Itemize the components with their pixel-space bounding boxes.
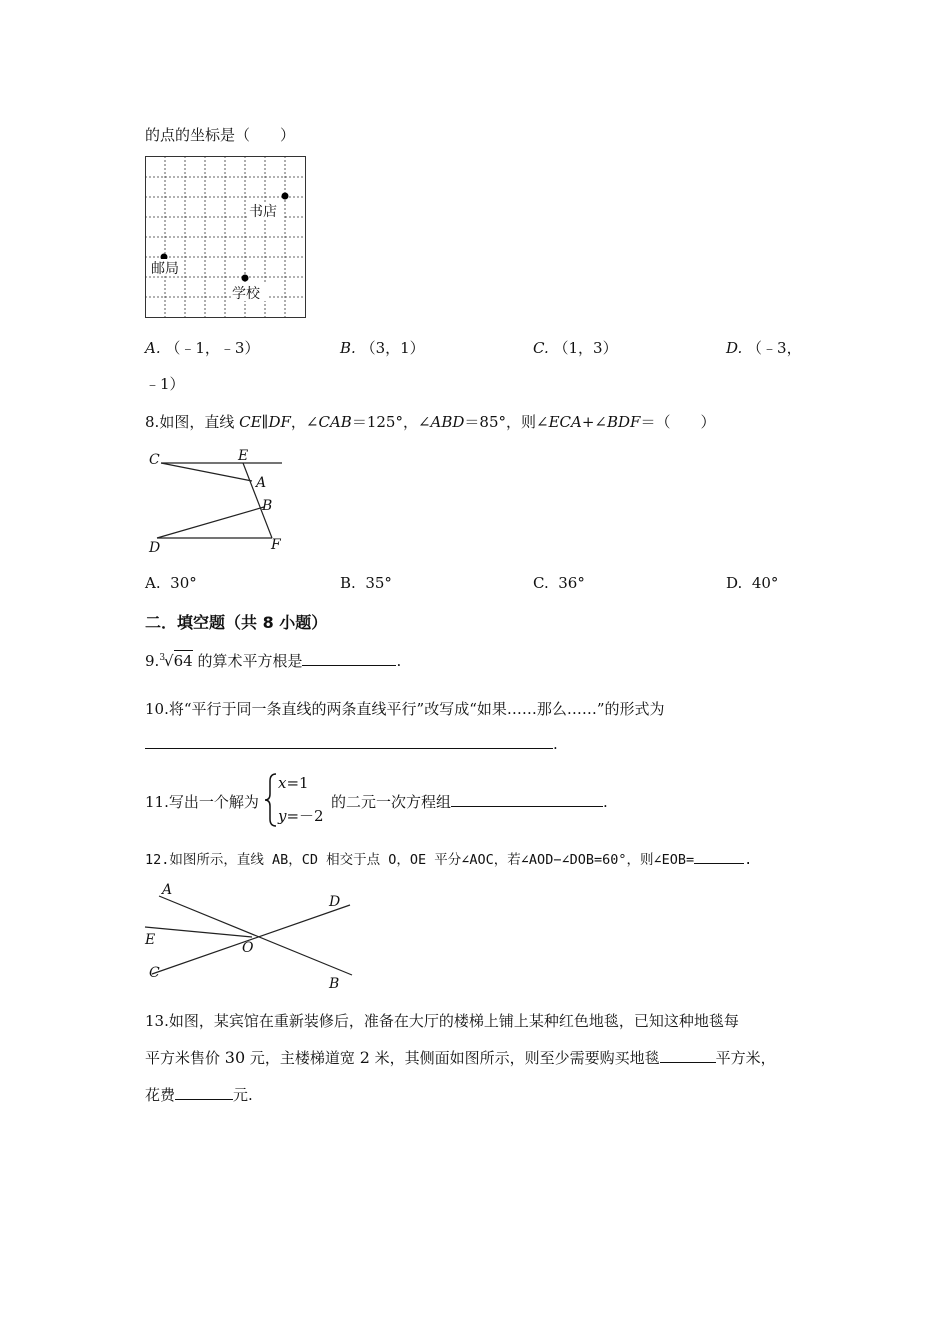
stem-text: 平方米， — [715, 1049, 776, 1067]
q8-option-a[interactable] — [145, 574, 197, 592]
option-letter: A. — [145, 339, 161, 357]
math-var: CAB — [318, 413, 352, 431]
stem-text: . — [553, 735, 558, 753]
q11-equation-1 — [278, 774, 309, 792]
math-text: =1 — [286, 774, 309, 792]
stem-text: . — [396, 652, 402, 670]
price-value: 30 — [224, 1048, 246, 1067]
q11-equation-2 — [278, 805, 324, 826]
stem-text: 如图所示，直线 AB，CD 相交于点 O，OE 平分∠AOC，若∠AOD−∠DOB=60°，则∠EOB= — [169, 852, 695, 868]
option-letter: A. — [145, 574, 161, 592]
math-text: =－2 — [286, 807, 324, 825]
stem-text: . — [744, 852, 753, 868]
point-d-label: D — [329, 894, 341, 910]
school-point — [242, 275, 249, 282]
answer-blank[interactable] — [694, 849, 744, 864]
option-text: 40° — [751, 574, 779, 592]
section-heading: 二．填空题（共 8 小题） — [145, 613, 328, 632]
question-number: 13. — [145, 1012, 169, 1030]
point-d-label: D — [149, 540, 161, 556]
q8-figure — [145, 448, 290, 558]
stem-text: 如图，直线 — [159, 413, 240, 431]
q12-stem — [145, 848, 752, 868]
point-c-label: C — [149, 452, 160, 468]
q7-option-d[interactable] — [726, 337, 802, 358]
width-value: 2 — [359, 1048, 370, 1067]
option-text: （3，1） — [360, 339, 425, 357]
question-number: 12. — [145, 852, 170, 868]
q8-option-c[interactable] — [533, 574, 585, 592]
q11-brace — [264, 772, 278, 828]
option-letter: B. — [340, 574, 356, 592]
question-number: 10. — [145, 700, 169, 718]
answer-blank[interactable] — [451, 792, 603, 807]
stem-text: 平方米售价 — [145, 1049, 225, 1067]
math-var: BDF — [606, 413, 641, 431]
stem-text: 写出一个解为 — [168, 793, 259, 811]
stem-text: 元. — [233, 1086, 253, 1104]
q13-line-2 — [145, 1047, 776, 1068]
option-text: 36° — [558, 574, 585, 592]
q7-stem-tail: 的点的坐标是（ ） — [145, 126, 296, 144]
option-letter: B. — [340, 339, 356, 357]
math-var: CE∥DF — [239, 413, 291, 431]
q7-option-a[interactable] — [145, 337, 259, 358]
point-f-label: F — [271, 537, 281, 553]
question-number: 9. — [145, 652, 160, 670]
option-letter: D. — [726, 574, 743, 592]
point-a-label: A — [256, 475, 267, 491]
q7-option-c[interactable] — [533, 337, 618, 358]
stem-text: 的二元一次方程组 — [331, 793, 452, 811]
stem-text: 米，其侧面如图所示，则至少需要购买地毯 — [369, 1049, 660, 1067]
point-a-label: A — [162, 882, 173, 898]
stem-text: +∠ — [581, 413, 607, 431]
stem-text: . — [603, 793, 608, 811]
q13-line-3 — [145, 1084, 253, 1105]
bookstore-label: 书店 — [249, 204, 277, 220]
math-var: ECA — [548, 413, 582, 431]
stem-text: ＝85°，则∠ — [464, 413, 549, 431]
stem-text: 花费 — [145, 1086, 176, 1104]
stem-text: ＝（ ） — [640, 413, 716, 431]
option-text: （﹣1，﹣3） — [165, 339, 260, 357]
radicand: 64 — [173, 652, 193, 670]
option-letter: D. — [726, 339, 743, 357]
option-text: 35° — [365, 574, 392, 592]
option-letter: C. — [533, 574, 549, 592]
root-index: 3 — [159, 653, 166, 663]
q10 — [145, 698, 665, 719]
bookstore-point — [282, 193, 289, 200]
q7-grid-figure — [145, 156, 307, 319]
q8-option-d[interactable] — [726, 574, 778, 592]
school-label: 学校 — [232, 286, 260, 302]
option-text: （﹣3， — [747, 339, 802, 357]
point-e-label: E — [145, 932, 156, 948]
post-office-label: 邮局 — [151, 261, 179, 277]
question-number: 8. — [145, 413, 160, 431]
radical-sign: √ — [164, 652, 174, 670]
point-b-label: B — [262, 498, 273, 514]
q7-option-b[interactable] — [340, 337, 425, 358]
point-e-label: E — [238, 448, 249, 464]
stem-text: 元，主楼梯道宽 — [245, 1049, 360, 1067]
math-var: y — [278, 807, 287, 825]
q11-before — [145, 791, 259, 812]
stem-text: ，∠ — [290, 413, 319, 431]
q13-line-1 — [145, 1010, 739, 1031]
q7-option-d-wrap: ﹣1） — [145, 375, 185, 393]
question-number: 11. — [145, 793, 169, 811]
stem-text: 的算术平方根是 — [192, 652, 303, 670]
answer-blank-area[interactable] — [660, 1048, 716, 1063]
q8-option-b[interactable] — [340, 574, 392, 592]
q12-figure — [145, 880, 355, 992]
answer-blank[interactable] — [145, 734, 553, 749]
math-var: ABD — [430, 413, 465, 431]
point-c-label: C — [149, 965, 160, 981]
point-b-label: B — [329, 976, 340, 992]
q11-after — [331, 791, 608, 812]
option-text: （1，3） — [553, 339, 618, 357]
answer-blank[interactable] — [302, 651, 396, 666]
stem-text: 如图，某宾馆在重新装修后，准备在大厅的楼梯上铺上某种红色地毯，已知这种地毯每 — [168, 1012, 739, 1030]
q9 — [145, 650, 401, 671]
answer-blank-cost[interactable] — [175, 1085, 233, 1100]
stem-text: 将“平行于同一条直线的两条直线平行”改写成“如果……那么……”的形式为 — [168, 700, 665, 718]
stem-text: ＝125°，∠ — [351, 413, 431, 431]
option-text: 30° — [170, 574, 197, 592]
point-o-label: O — [242, 940, 254, 956]
q10-answer-line — [145, 734, 558, 753]
q8-stem — [145, 411, 715, 432]
math-var: x — [278, 774, 287, 792]
option-letter: C. — [533, 339, 549, 357]
